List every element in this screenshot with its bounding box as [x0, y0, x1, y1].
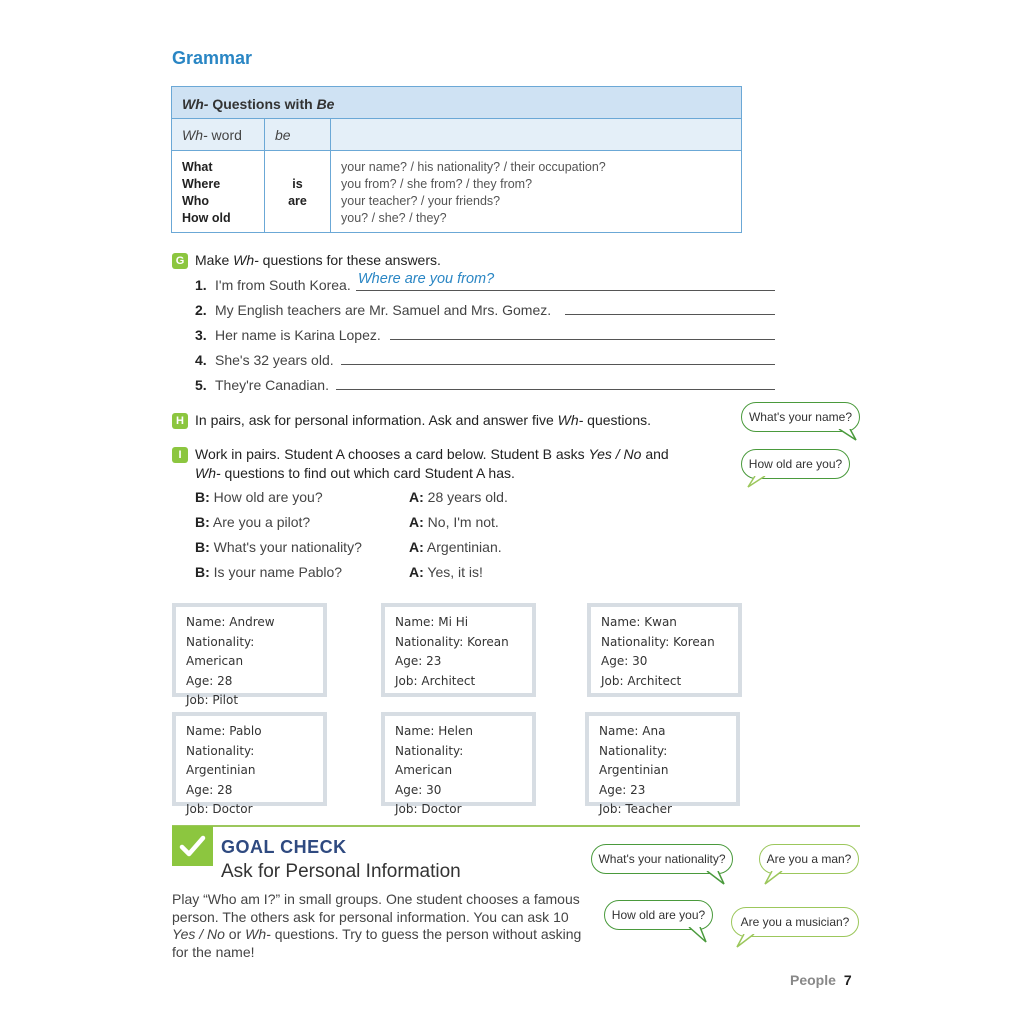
card-job: Job: Doctor — [186, 802, 253, 816]
wh-word: How old — [182, 211, 231, 225]
speech-bubble: How old are you? — [741, 449, 850, 479]
dialogue-a-line: A: Argentinian. — [409, 539, 502, 555]
card-name: Name: Andrew — [186, 615, 275, 629]
card-age: Age: 23 — [395, 654, 442, 668]
card-nationality: Nationality: American — [395, 743, 464, 777]
dialogue-b-line: B: Are you a pilot? — [195, 514, 311, 530]
exercise-h-badge: H — [172, 413, 188, 429]
answer-line-1[interactable] — [356, 290, 775, 291]
person-card[interactable] — [585, 712, 740, 816]
section-name: People — [790, 972, 836, 988]
item-text: Her name is Karina Lopez. — [215, 327, 381, 343]
person-card[interactable] — [381, 712, 536, 816]
dialogue-b-line: B: What's your nationality? — [195, 539, 362, 555]
dialogue-a-line: A: 28 years old. — [409, 489, 508, 505]
page-number: 7 — [843, 972, 852, 988]
card-age: Age: 28 — [186, 782, 233, 797]
speech-bubble: How old are you? — [604, 900, 713, 930]
item-text: They're Canadian. — [215, 377, 329, 393]
card-nationality: Nationality: Korean — [601, 634, 715, 649]
speech-bubble-tail-icon — [747, 476, 767, 488]
speech-bubble-tail-icon — [764, 871, 784, 885]
be-form: is — [292, 177, 303, 191]
card-name: Name: Pablo — [186, 724, 262, 738]
speech-bubble-tail-icon — [838, 429, 858, 441]
answer-line-3[interactable] — [390, 339, 775, 340]
grammar-table-body — [172, 151, 741, 232]
completion: your teacher? / your friends? — [341, 194, 501, 208]
answer-line-2[interactable] — [565, 314, 775, 315]
speech-bubble-tail-icon — [688, 927, 708, 943]
card-nationality: Nationality: American — [186, 634, 255, 668]
wh-words-cell — [172, 151, 265, 232]
card-job: Job: Architect — [601, 673, 682, 688]
dialogue-b-line: B: Is your name Pablo? — [195, 564, 343, 580]
completions-cell — [331, 151, 616, 232]
card-age: Age: 30 — [395, 782, 442, 797]
goal-check-box — [172, 826, 213, 866]
completion: your name? / his nationality? / their occupation? — [341, 160, 606, 174]
goal-check-divider — [172, 825, 860, 827]
exercise-g-badge: G — [172, 253, 188, 269]
answer-line-5[interactable] — [336, 389, 775, 390]
item-text: She's 32 years old. — [215, 352, 334, 368]
col-header-be: be — [265, 119, 331, 150]
person-card[interactable] — [172, 603, 327, 707]
speech-bubble: Are you a man? — [759, 844, 859, 874]
be-forms-cell — [265, 151, 331, 232]
card-age: Age: 23 — [599, 782, 646, 797]
exercise-g-instruction: Make Wh- questions for these answers. — [195, 252, 441, 268]
card-name: Name: Mi Hi — [395, 615, 469, 629]
card-age: Age: 28 — [186, 673, 233, 688]
wh-word: Where — [182, 177, 221, 191]
wh-word: Who — [182, 194, 210, 208]
checkmark-icon — [172, 826, 213, 866]
completion: you from? / she from? / they from? — [341, 177, 533, 191]
card-job: Job: Doctor — [395, 802, 462, 816]
item-number: 4. — [195, 352, 207, 368]
wh-word: What — [182, 160, 213, 174]
person-card[interactable] — [587, 603, 742, 697]
grammar-heading: Grammar — [172, 48, 253, 68]
card-nationality: Nationality: Argentinian — [599, 743, 669, 777]
goal-check-subtitle: Ask for Personal Information — [221, 861, 461, 882]
item-text: I'm from South Korea. — [215, 277, 351, 293]
exercise-h-instruction: In pairs, ask for personal information. Ask and answer five Wh- questions. — [195, 412, 652, 428]
dialogue-a-line: A: Yes, it is! — [409, 564, 483, 580]
item-text: My English teachers are Mr. Samuel and Mrs. Gomez. — [215, 302, 552, 318]
card-job: Job: Teacher — [599, 802, 672, 816]
card-name: Name: Helen — [395, 724, 473, 738]
handwritten-answer: Where are you from? — [358, 271, 495, 287]
grammar-table-header-row — [172, 119, 741, 151]
speech-bubble: What's your name? — [741, 402, 860, 432]
card-name: Name: Kwan — [601, 615, 677, 629]
card-age: Age: 30 — [601, 654, 648, 668]
completion: you? / she? / they? — [341, 211, 447, 225]
item-number: 3. — [195, 327, 207, 343]
card-name: Name: Ana — [599, 724, 666, 738]
card-job: Job: Pilot — [186, 693, 239, 707]
be-form: are — [288, 194, 307, 208]
speech-bubble: Are you a musician? — [731, 907, 859, 937]
exercise-i-instruction: Work in pairs. Student A chooses a card below. Student B asks Yes / No and Wh- questions to find out which card Student A has. — [195, 446, 669, 481]
card-nationality: Nationality: Argentinian — [186, 743, 256, 777]
item-number: 5. — [195, 377, 207, 393]
card-job: Job: Architect — [395, 673, 476, 688]
card-nationality: Nationality: Korean — [395, 634, 509, 649]
dialogue-a-line: A: No, I'm not. — [409, 514, 499, 530]
answer-line-4[interactable] — [341, 364, 775, 365]
speech-bubble-tail-icon — [706, 871, 726, 885]
person-card[interactable] — [381, 603, 536, 697]
grammar-table-title: Wh- Questions with Be — [172, 87, 741, 119]
item-number: 1. — [195, 277, 207, 293]
exercise-i-badge: I — [172, 447, 188, 463]
goal-check-body: Play “Who am I?” in small groups. One student chooses a famous person. The others ask for personal information. You can ask 10 Yes / No or Wh- questions. Try to guess the person without asking for the name! — [172, 891, 582, 960]
speech-bubble-tail-icon — [736, 934, 756, 948]
item-number: 2. — [195, 302, 207, 318]
speech-bubble: What's your nationality? — [591, 844, 733, 874]
grammar-table — [171, 86, 742, 233]
page-footer — [790, 972, 852, 988]
dialogue-b-line: B: How old are you? — [195, 489, 323, 505]
col-header-empty — [331, 119, 351, 150]
goal-check-title: GOAL CHECK — [221, 837, 347, 857]
person-card[interactable] — [172, 712, 327, 816]
col-header-wh-word: Wh- word — [172, 119, 265, 150]
